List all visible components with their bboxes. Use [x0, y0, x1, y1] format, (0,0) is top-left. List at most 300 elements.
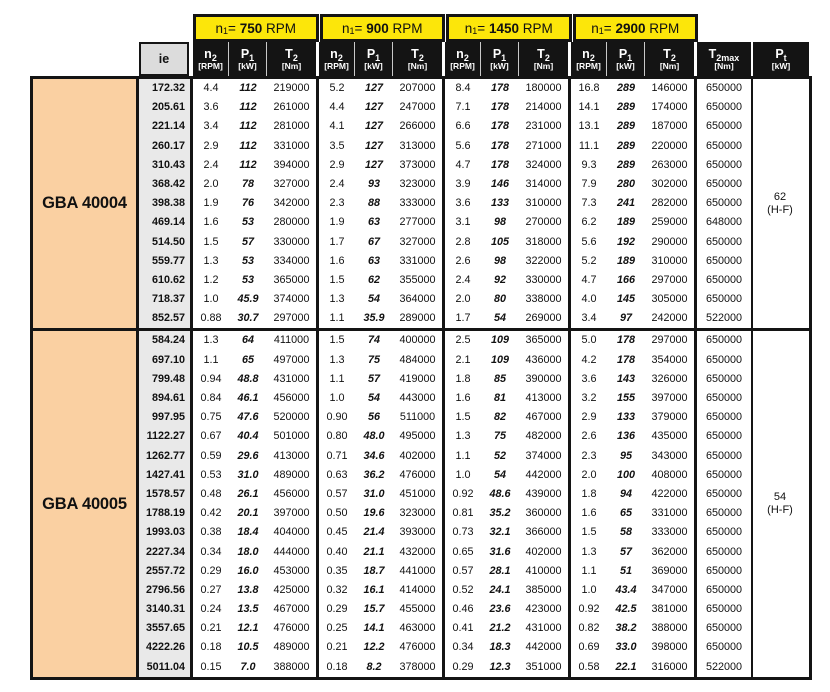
table-row: [139, 271, 751, 290]
t2-cell: 467000: [519, 408, 571, 427]
n2-cell: 1.9: [203, 197, 219, 210]
t2-cell: 343000: [645, 447, 697, 466]
speed-symbol: n: [215, 20, 224, 36]
group-label: [33, 331, 139, 676]
t2-cell: 338000: [519, 290, 571, 309]
p1-cell: 54: [367, 392, 380, 404]
t2-cell: 489000: [267, 466, 319, 485]
n2-cell: 0.52: [452, 583, 474, 596]
p1-cell: 63: [367, 216, 380, 229]
t2-cell: 261000: [267, 98, 319, 117]
t2-cell: 305000: [645, 290, 697, 309]
n2-cell: 1.1: [455, 449, 471, 462]
n2-cell: 2.4: [455, 273, 471, 286]
n2-cell: 0.90: [326, 411, 348, 424]
column-unit: [Nm]: [659, 60, 680, 71]
t2max-cell: 650000: [705, 564, 743, 577]
t2-cell: 455000: [393, 600, 445, 619]
speed-equals: =: [354, 20, 367, 36]
n2-cell: 1.1: [329, 312, 345, 325]
column-unit: [RPM]: [198, 60, 223, 71]
n2-cell: 2.6: [455, 254, 471, 267]
ie-cell: 1578.57: [139, 485, 193, 504]
ie-cell: 260.17: [139, 137, 193, 156]
n2-cell: 0.21: [200, 622, 222, 635]
p1-cell: 22.1: [615, 660, 637, 673]
p1-cell: 18.4: [237, 526, 259, 539]
t2max-cell: 650000: [705, 139, 743, 152]
t2-cell: 408000: [645, 466, 697, 485]
n2-cell: 0.27: [200, 583, 222, 596]
t2-cell: 333000: [393, 194, 445, 213]
t2-cell: 316000: [645, 658, 697, 677]
speed-unit: RPM: [518, 20, 553, 36]
n2-cell: 3.9: [455, 177, 471, 190]
t2max-cell: 650000: [705, 235, 743, 248]
table-row: [139, 79, 751, 98]
n2-cell: 0.69: [578, 641, 600, 654]
p1-cell: 48.6: [489, 487, 511, 500]
t2-cell: 331000: [267, 137, 319, 156]
p1-cell: 133: [616, 411, 635, 424]
n2-cell: 0.48: [200, 487, 222, 500]
column-symbol: $n_2$: [582, 46, 595, 63]
t2max-cell: 650000: [705, 273, 743, 286]
p1-cell: 112: [239, 82, 257, 94]
p1-cell: 64: [241, 334, 254, 347]
t2-cell: 456000: [267, 389, 319, 408]
p1-cell: 45.9: [237, 293, 259, 306]
t2-cell: 313000: [393, 137, 445, 156]
n2-cell: 0.24: [200, 603, 222, 616]
p1-cell: 57: [619, 545, 632, 558]
p1-cell: 289: [616, 120, 635, 133]
t2-cell: 388000: [267, 658, 319, 677]
n2-cell: 1.3: [329, 353, 345, 366]
t2-cell: 266000: [393, 117, 445, 136]
p1-cell: 54: [493, 312, 506, 325]
column-symbol: $n_2$: [456, 46, 469, 63]
n2-cell: 2.1: [455, 353, 471, 366]
n2-cell: 0.42: [200, 507, 222, 520]
t2max-cell: 650000: [705, 101, 743, 114]
t2-cell: 381000: [645, 600, 697, 619]
t2-cell: 333000: [645, 523, 697, 542]
ie-cell: 2227.34: [139, 543, 193, 562]
t2max-cell: 648000: [705, 216, 743, 229]
n2-cell: 0.15: [200, 660, 222, 673]
p1-cell: 56: [367, 411, 380, 424]
p1-cell: 112: [239, 120, 257, 133]
t2-cell: 327000: [267, 175, 319, 194]
n2-cell: 1.0: [455, 468, 471, 481]
p1-cell: 178: [490, 101, 509, 114]
t2-cell: 476000: [267, 619, 319, 638]
p1-cell: 14.1: [363, 622, 385, 635]
column-unit: [kW]: [490, 60, 509, 71]
t2-cell: 373000: [393, 156, 445, 175]
n2-cell: 2.6: [581, 430, 597, 443]
table-row: [139, 351, 751, 370]
p1-cell: 178: [490, 120, 509, 133]
ie-cell: 398.38: [139, 194, 193, 213]
t2-cell: 220000: [645, 137, 697, 156]
t2-cell: 414000: [393, 581, 445, 600]
n2-cell: 0.82: [578, 622, 600, 635]
n2-cell: 1.9: [329, 216, 345, 229]
p1-cell: 178: [490, 158, 509, 171]
n2-cell: 0.81: [452, 507, 474, 520]
table-row: [139, 466, 751, 485]
n2-cell: 4.4: [329, 101, 345, 114]
ie-cell: 469.14: [139, 213, 193, 232]
n2-cell: 0.45: [326, 526, 348, 539]
ratings-table: [30, 76, 812, 680]
n2-cell: 0.88: [200, 312, 222, 325]
t2-cell: 355000: [393, 271, 445, 290]
n2-cell: 1.1: [329, 372, 345, 385]
p1-cell: 34.6: [363, 449, 385, 462]
ie-cell: 310.43: [139, 156, 193, 175]
n2-cell: 0.41: [452, 622, 474, 635]
pt-note: (H-F): [767, 504, 793, 517]
p1-cell: 42.5: [615, 603, 637, 616]
p1-cell: 127: [364, 101, 383, 114]
speed-header-box: n 1 = 750 RPM: [193, 14, 319, 42]
t2-cell: 400000: [393, 331, 445, 350]
speed-header-box: n 1 = 900 RPM: [320, 14, 446, 42]
n2-cell: 8.4: [455, 82, 471, 94]
n2-cell: 0.92: [578, 603, 600, 616]
n2-cell: 5.2: [581, 254, 597, 267]
t2-cell: 431000: [267, 370, 319, 389]
n2-cell: 1.2: [203, 273, 219, 286]
p1-column-header: [481, 42, 519, 76]
t2-cell: 476000: [393, 638, 445, 657]
p1-cell: 57: [241, 235, 254, 248]
group-name: GBA 40004: [42, 194, 127, 213]
column-unit: [kW]: [616, 60, 635, 71]
p1-cell: 241: [616, 197, 635, 210]
t2-cell: 435000: [645, 427, 697, 446]
column-unit: [RPM]: [450, 60, 475, 71]
p1-cell: 100: [616, 468, 635, 481]
column-unit: [Nm]: [407, 60, 428, 71]
p1-cell: 127: [364, 139, 383, 152]
t2-cell: 422000: [645, 485, 697, 504]
p1-cell: 146: [490, 177, 509, 190]
p1-cell: 16.1: [363, 583, 385, 596]
ie-cell: 584.24: [139, 331, 193, 350]
column-unit: [RPM]: [576, 60, 601, 71]
column-symbol: $P_1$: [618, 46, 633, 63]
p1-cell: 80: [493, 293, 506, 306]
t2-cell: 362000: [645, 543, 697, 562]
t2-cell: 277000: [393, 213, 445, 232]
p1-cell: 52: [493, 449, 506, 462]
t2-cell: 425000: [267, 581, 319, 600]
n2-cell: 4.2: [581, 353, 597, 366]
p1-cell: 95: [619, 449, 632, 462]
t2-cell: 146000: [645, 79, 697, 98]
t2-cell: 397000: [645, 389, 697, 408]
t2-cell: 214000: [519, 98, 571, 117]
ie-column-header: ie: [139, 42, 189, 76]
t2-cell: 347000: [645, 581, 697, 600]
t2-cell: 443000: [393, 389, 445, 408]
p1-cell: 127: [364, 120, 383, 133]
n2-cell: 1.7: [455, 312, 471, 325]
p1-cell: 35.9: [363, 312, 385, 325]
n2-cell: 1.6: [455, 392, 471, 404]
p1-cell: 51: [619, 564, 632, 577]
n2-cell: 0.35: [326, 564, 348, 577]
p1-cell: 189: [616, 254, 635, 267]
p1-cell: 12.2: [363, 641, 385, 654]
pt-value: 62: [773, 190, 787, 203]
n2-cell: 1.6: [329, 254, 345, 267]
t2-cell: 259000: [645, 213, 697, 232]
column-symbol: $P_t$: [775, 46, 787, 63]
p1-cell: 7.0: [240, 660, 256, 673]
column-unit: [Nm]: [533, 60, 554, 71]
ie-cell: 205.61: [139, 98, 193, 117]
p1-cell: 8.2: [366, 660, 382, 673]
p1-cell: 23.6: [489, 603, 511, 616]
t2-cell: 394000: [267, 156, 319, 175]
t2max-cell: 650000: [705, 468, 743, 481]
ie-cell: 718.37: [139, 290, 193, 309]
t2max-cell: 650000: [705, 197, 743, 210]
table-row: [139, 427, 751, 446]
p1-cell: 18.0: [237, 545, 259, 558]
column-symbol: $P_1$: [492, 46, 507, 63]
t2-cell: 310000: [645, 252, 697, 271]
ie-cell: 697.10: [139, 351, 193, 370]
t2-cell: 364000: [393, 290, 445, 309]
n2-cell: 1.6: [203, 216, 219, 229]
t2-cell: 297000: [645, 331, 697, 350]
n2-cell: 0.71: [326, 449, 348, 462]
t2-cell: 497000: [267, 351, 319, 370]
n2-cell: 0.38: [200, 526, 222, 539]
t2-cell: 324000: [519, 156, 571, 175]
n2-cell: 0.29: [200, 564, 222, 577]
p1-cell: 133: [490, 197, 509, 210]
gearbox-section: [33, 328, 809, 676]
t2-cell: 302000: [645, 175, 697, 194]
t2max-cell: 650000: [705, 353, 743, 366]
n2-cell: 3.4: [581, 312, 597, 325]
table-row: [139, 290, 751, 309]
ie-cell: 610.62: [139, 271, 193, 290]
t2-cell: 495000: [393, 427, 445, 446]
n2-cell: 4.0: [581, 293, 597, 306]
n2-cell: 0.25: [326, 622, 348, 635]
table-row: [139, 117, 751, 136]
speed-value: 2900: [615, 20, 646, 36]
speed-unit: RPM: [645, 20, 680, 36]
t2-cell: 323000: [393, 504, 445, 523]
p1-cell: 145: [616, 293, 635, 306]
t2max-cell: 522000: [705, 312, 743, 325]
p1-cell: 35.2: [489, 507, 511, 520]
p1-cell: 192: [616, 235, 635, 248]
t2-cell: 330000: [519, 271, 571, 290]
p1-cell: 31.0: [237, 468, 259, 481]
t2-cell: 369000: [645, 562, 697, 581]
t2max-cell: 650000: [705, 82, 743, 94]
p1-cell: 13.5: [237, 603, 259, 616]
p1-cell: 280: [616, 177, 635, 190]
p1-cell: 30.7: [237, 312, 259, 325]
table-row: [139, 309, 751, 328]
table-row: [139, 581, 751, 600]
ie-cell: 852.57: [139, 309, 193, 328]
t2-cell: 404000: [267, 523, 319, 542]
n2-cell: 2.3: [581, 449, 597, 462]
t2-cell: 269000: [519, 309, 571, 328]
t2max-cell: 650000: [705, 177, 743, 190]
ie-cell: 1427.41: [139, 466, 193, 485]
table-row: [139, 156, 751, 175]
p1-cell: 93: [367, 177, 380, 190]
t2-cell: 413000: [267, 447, 319, 466]
t2-cell: 330000: [267, 233, 319, 252]
table-row: [139, 600, 751, 619]
n2-cell: 0.65: [452, 545, 474, 558]
n2-cell: 3.6: [455, 197, 471, 210]
ie-cell: 368.42: [139, 175, 193, 194]
n2-cell: 2.9: [581, 411, 597, 424]
n2-cell: 0.46: [452, 603, 474, 616]
n2-cell: 1.0: [581, 583, 597, 596]
n2-cell: 1.3: [581, 545, 597, 558]
t2max-cell: 650000: [705, 392, 743, 404]
n2-cell: 3.1: [455, 216, 471, 229]
t2-cell: 419000: [393, 370, 445, 389]
n2-cell: 0.75: [200, 411, 222, 424]
t2max-cell: 650000: [705, 487, 743, 500]
p1-cell: 289: [616, 101, 635, 114]
t2-cell: 271000: [519, 137, 571, 156]
t2-cell: 327000: [393, 233, 445, 252]
n2-cell: 1.8: [581, 487, 597, 500]
t2-cell: 451000: [393, 485, 445, 504]
t2-cell: 289000: [393, 309, 445, 328]
t2-cell: 453000: [267, 562, 319, 581]
t2-cell: 231000: [519, 117, 571, 136]
p1-cell: 29.6: [237, 449, 259, 462]
t2max-cell: 650000: [705, 334, 743, 347]
n2-cell: 6.2: [581, 216, 597, 229]
p1-cell: 85: [493, 372, 506, 385]
n2-cell: 3.5: [329, 139, 345, 152]
p1-cell: 40.4: [237, 430, 259, 443]
t2-cell: 263000: [645, 156, 697, 175]
n2-cell: 0.67: [200, 430, 222, 443]
p1-cell: 21.1: [363, 545, 385, 558]
n2-cell: 1.5: [581, 526, 597, 539]
p1-cell: 289: [616, 158, 635, 171]
speed-equals: =: [603, 20, 616, 36]
pt-column-header: [753, 42, 809, 76]
t2-cell: 366000: [519, 523, 571, 542]
speed-unit: RPM: [262, 20, 296, 36]
n2-cell: 3.4: [203, 120, 219, 133]
n2-cell: 4.7: [581, 273, 597, 286]
p1-cell: 53: [241, 273, 254, 286]
table-row: [139, 213, 751, 232]
column-unit: [Nm]: [714, 60, 734, 71]
p1-cell: 36.2: [363, 468, 385, 481]
p1-cell: 112: [239, 101, 257, 114]
p1-cell: 178: [616, 334, 635, 347]
t2-cell: 439000: [519, 485, 571, 504]
pt-value: 54: [773, 491, 787, 504]
n2-cell: 2.0: [203, 177, 219, 190]
p1-cell: 53: [241, 216, 254, 229]
table-row: [139, 619, 751, 638]
n2-cell: 0.57: [326, 487, 348, 500]
p1-cell: 178: [616, 353, 635, 366]
p1-cell: 67: [367, 235, 380, 248]
speed-header-band: [193, 14, 830, 42]
n2-cell: 0.58: [578, 660, 600, 673]
p1-cell: 32.1: [489, 526, 511, 539]
p1-cell: 155: [616, 392, 635, 404]
p1-cell: 31.6: [489, 545, 511, 558]
n2-cell: 0.34: [452, 641, 474, 654]
table-row: [139, 98, 751, 117]
n2-cell: 1.5: [329, 334, 345, 347]
table-row: [139, 370, 751, 389]
speed-symbol: n: [591, 20, 599, 36]
t2-cell: 180000: [519, 79, 571, 98]
t2-cell: 310000: [519, 194, 571, 213]
table-row: [139, 658, 751, 677]
p1-cell: 63: [367, 254, 380, 267]
t2max-cell: 650000: [705, 430, 743, 443]
n2-cell: 1.0: [329, 392, 345, 404]
speed-value: 750: [239, 20, 263, 36]
p1-cell: 54: [493, 468, 506, 481]
table-row: [139, 175, 751, 194]
section-rows: [139, 79, 751, 328]
p1-cell: 12.3: [489, 660, 511, 673]
column-unit: [RPM]: [324, 60, 349, 71]
t2-cell: 334000: [267, 252, 319, 271]
p1-cell: 78: [241, 177, 254, 190]
n2-cell: 2.3: [329, 197, 345, 210]
t2-cell: 397000: [267, 504, 319, 523]
t2-cell: 326000: [645, 370, 697, 389]
n2-cell: 2.5: [455, 334, 471, 347]
table-row: [139, 447, 751, 466]
speed-symbol: n: [464, 20, 473, 36]
t2-cell: 436000: [519, 351, 571, 370]
p1-cell: 74: [367, 334, 380, 347]
n2-cell: 1.3: [203, 334, 219, 347]
t2-cell: 374000: [267, 290, 319, 309]
n2-cell: 1.6: [581, 507, 597, 520]
t2max-cell: 650000: [705, 293, 743, 306]
t2max-cell: 650000: [705, 583, 743, 596]
t2-cell: 331000: [393, 252, 445, 271]
p1-cell: 62: [367, 273, 380, 286]
p1-cell: 127: [364, 82, 383, 94]
t2max-cell: 650000: [705, 641, 743, 654]
